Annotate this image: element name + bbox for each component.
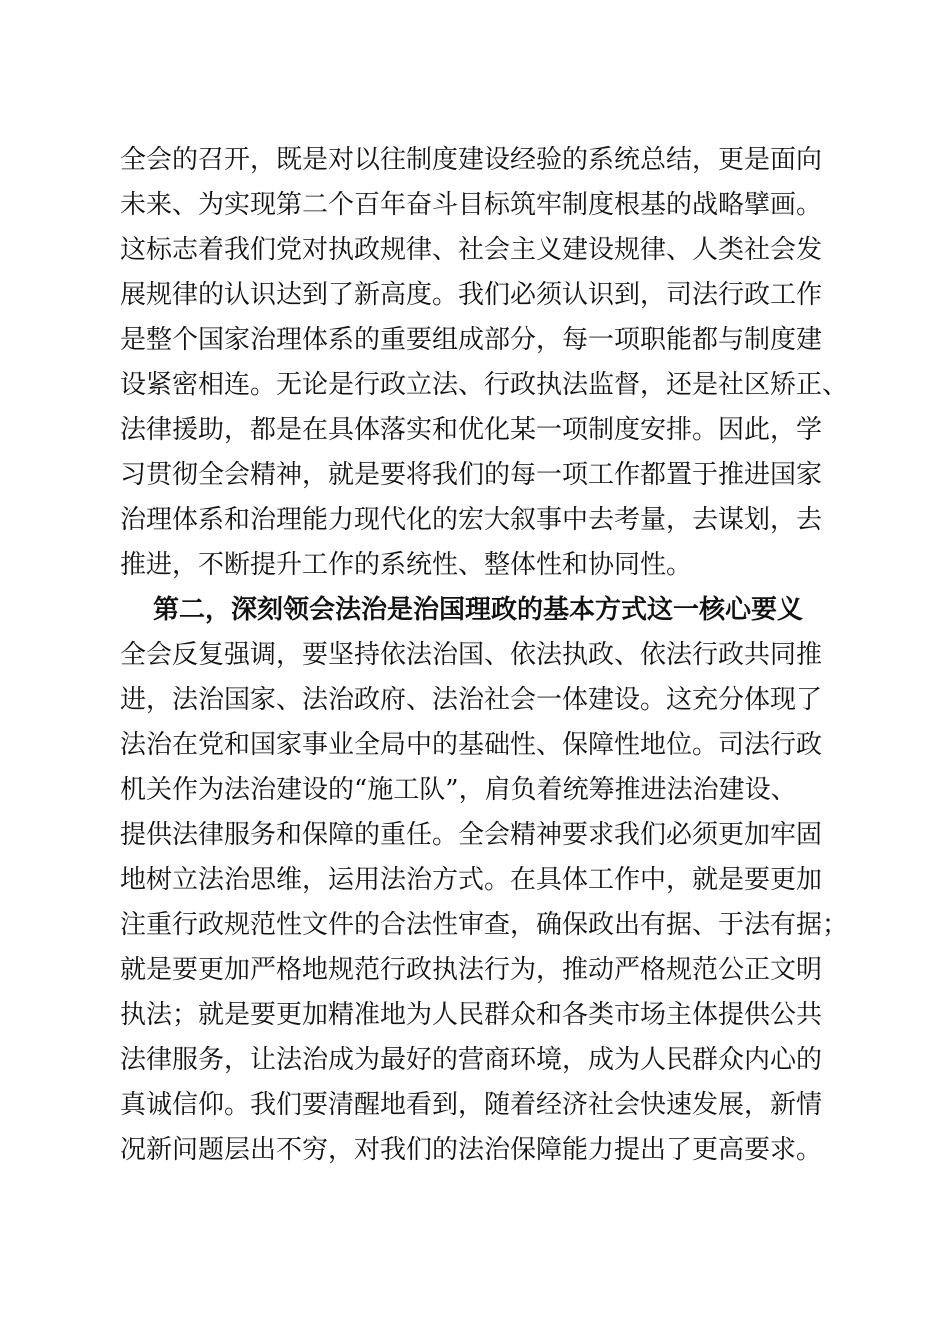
text-line: 法律服务，让法治成为最好的营商环境，成为人民群众内心的 — [120, 1045, 823, 1075]
paragraph-1 — [120, 138, 860, 588]
text-line: 机关作为法治建设的“施工队”，肩负着统筹推进法治建设、 — [120, 775, 797, 805]
text-line: 就是要更加严格地规范行政执法行为，推动严格规范公正文明 — [120, 955, 823, 985]
text-line: 进，法治国家、法治政府、法治社会一体建设。这充分体现了 — [120, 685, 823, 715]
text-line: 全会反复强调，要坚持依法治国、依法执政、依法行政共同推 — [120, 640, 823, 670]
text-line: 法律援助，都是在具体落实和优化某一项制度安排。因此，学 — [120, 415, 823, 445]
text-line: 执法；就是要更加精准地为人民群众和各类市场主体提供公共 — [120, 1000, 823, 1030]
text-line: 展规律的认识达到了新高度。我们必须认识到，司法行政工作 — [120, 280, 823, 310]
text-line: 真诚信仰。我们要清醒地看到，随着经济社会快速发展，新情 — [120, 1090, 823, 1120]
text-line: 是整个国家治理体系的重要组成部分，每一项职能都与制度建 — [120, 325, 823, 355]
text-line: 况新问题层出不穷，对我们的法治保障能力提出了更高要求。 — [120, 1135, 823, 1165]
text-line: 全会的召开，既是对以往制度建设经验的系统总结，更是面向 — [120, 145, 823, 175]
text-line: 推进，不断提升工作的系统性、整体性和协同性。 — [120, 550, 693, 580]
text-line: 习贯彻全会精神，就是要将我们的每一项工作都置于推进国家 — [120, 460, 823, 490]
section-heading: 第二，深刻领会法治是治国理政的基本方式这一核心要义 — [153, 595, 804, 625]
paragraph-2 — [120, 633, 860, 1173]
text-line: 未来、为实现第二个百年奋斗目标筑牢制度根基的战略擘画。 — [120, 190, 823, 220]
text-line: 提供法律服务和保障的重任。全会精神要求我们必须更加牢固 — [120, 820, 823, 850]
document-page — [120, 138, 860, 1173]
text-line: 这标志着我们党对执政规律、社会主义建设规律、人类社会发 — [120, 235, 823, 265]
text-line: 注重行政规范性文件的合法性审查，确保政出有据、于法有据； — [120, 910, 849, 940]
text-line: 地树立法治思维，运用法治方式。在具体工作中，就是要更加 — [120, 865, 823, 895]
text-line: 设紧密相连。无论是行政立法、行政执法监督，还是社区矫正、 — [120, 370, 849, 400]
text-line: 法治在党和国家事业全局中的基础性、保障性地位。司法行政 — [120, 730, 823, 760]
text-line: 治理体系和治理能力现代化的宏大叙事中去考量，去谋划，去 — [120, 505, 823, 535]
